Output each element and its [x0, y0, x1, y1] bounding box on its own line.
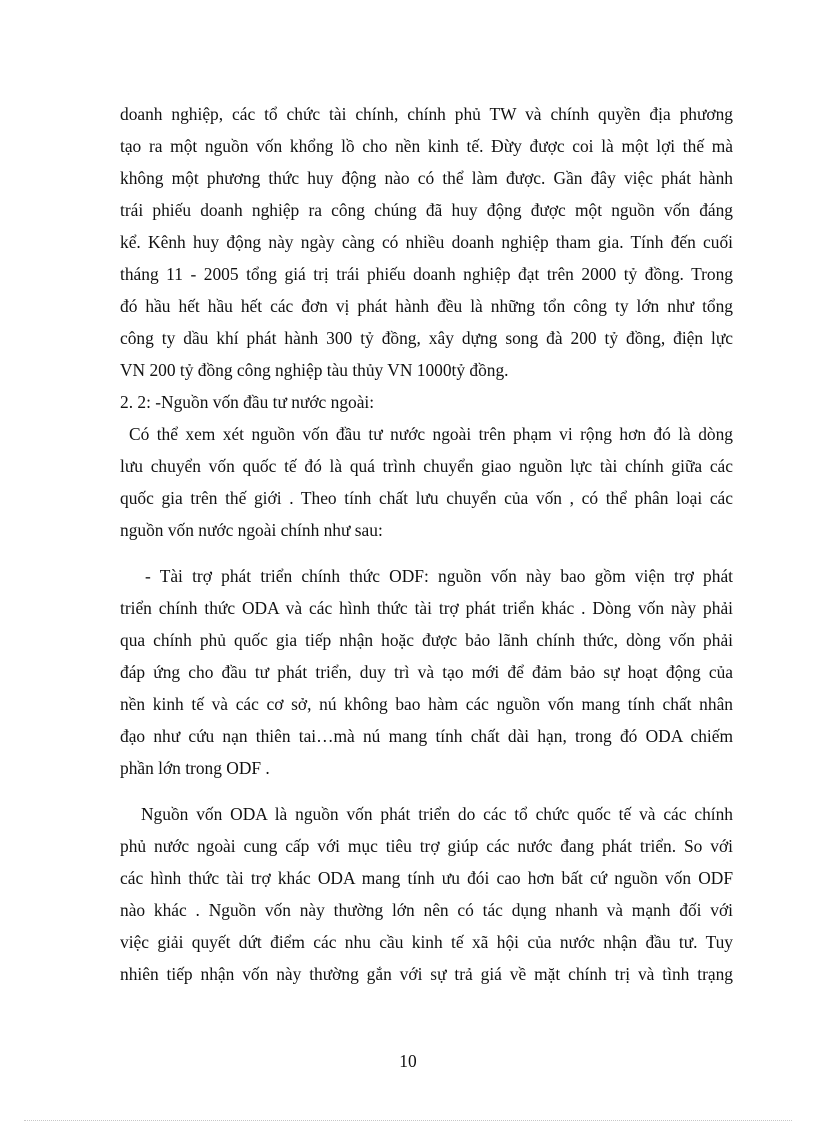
text-line: triển chính thức ODA và các hình thức tài trợ phát triển khác . Dòng vốn này phải	[120, 598, 733, 618]
text-line: tháng 11 - 2005 tổng giá trị trái phiếu doanh nghiệp đạt trên 2000 tỷ đồng. Trong	[120, 264, 733, 284]
text-line: kể. Kênh huy động này ngày càng có nhiều doanh nghiệp tham gia. Tính đến cuối	[120, 232, 733, 252]
text-line: nhiên tiếp nhận vốn này thường gắn với sự trả giá về mặt chính trị và tình trạng	[120, 964, 733, 984]
text-line: lưu chuyển vốn quốc tế đó là quá trình chuyển giao nguồn lực tài chính giữa các	[120, 456, 733, 476]
text-line: Có thể xem xét nguồn vốn đầu tư nước ngoài trên phạm vi rộng hơn đó là dòng	[129, 424, 733, 444]
text-line: đáp ứng cho đầu tư phát triển, duy trì và tạo mới để đảm bảo sự hoạt động của	[120, 662, 733, 682]
text-line: đó hầu hết hầu hết các đơn vị phát hành đều là những tổn công ty lớn như tổng	[120, 296, 733, 316]
text-line: qua chính phủ quốc gia tiếp nhận hoặc được bảo lãnh chính thức, dòng vốn phải	[120, 630, 733, 650]
text-line: trái phiếu doanh nghiệp ra công chúng đã huy động được một nguồn vốn đáng	[120, 200, 733, 220]
text-line: không một phương thức huy động nào có thể làm được. Gần đây việc phát hành	[120, 168, 733, 188]
text-line: quốc gia trên thế giới . Theo tính chất lưu chuyển của vốn , có thể phân loại các	[120, 488, 733, 508]
text-line: các hình thức tài trợ khác ODA mang tính ưu đói cao hơn bất cứ nguồn vốn ODF	[120, 868, 733, 888]
page-number: 10	[399, 1051, 417, 1071]
footer-divider	[24, 1120, 792, 1121]
text-line: Nguồn vốn ODA là nguồn vốn phát triển do các tổ chức quốc tế và các chính	[141, 804, 733, 824]
text-line: doanh nghiệp, các tổ chức tài chính, chính phủ TW và chính quyền địa phương	[120, 104, 733, 124]
text-line: tạo ra một nguồn vốn khổng lồ cho nền kinh tế. Đừy được coi là một lợi thế mà	[120, 136, 733, 156]
text-line: việc giải quyết dứt điểm các nhu cầu kinh tế xã hội của nước nhận đầu tư. Tuy	[120, 932, 733, 952]
text-line: công ty dầu khí phát hành 300 tỷ đồng, xây dựng song đà 200 tỷ đồng, điện lực	[120, 328, 733, 348]
text-line: phần lớn trong ODF .	[120, 758, 270, 778]
text-line: VN 200 tỷ đồng công nghiệp tàu thủy VN 1000tỷ đồng.	[120, 360, 509, 380]
text-line: nền kinh tế và các cơ sở, nú không bao hàm các nguồn vốn mang tính chất nhân	[120, 694, 733, 714]
section-heading: 2. 2: -Nguồn vốn đầu tư nước ngoài:	[120, 392, 375, 412]
text-line: nguồn vốn nước ngoài chính như sau:	[120, 520, 383, 540]
text-line: phủ nước ngoài cung cấp với mục tiêu trợ giúp các nước đang phát triển. So với	[120, 836, 733, 856]
text-line: - Tài trợ phát triển chính thức ODF: nguồn vốn này bao gồm viện trợ phát	[145, 566, 733, 586]
text-line: đạo như cứu nạn thiên tai…mà nú mang tính chất dài hạn, trong đó ODA chiếm	[120, 726, 733, 746]
text-line: nào khác . Nguồn vốn này thường lớn nên có tác dụng nhanh và mạnh đối với	[120, 900, 733, 920]
